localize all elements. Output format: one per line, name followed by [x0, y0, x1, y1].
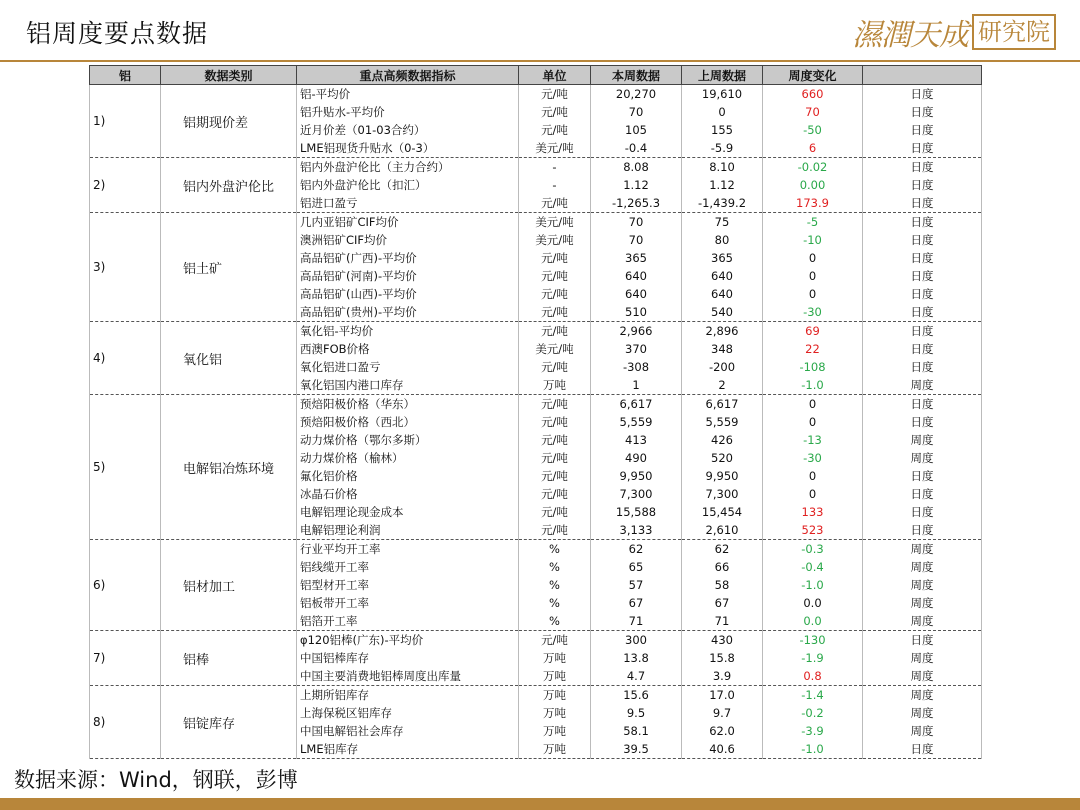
this-week-cell: 640 [591, 267, 682, 285]
table-row [90, 686, 982, 705]
indicator-cell: 铝型材开工率 [297, 576, 519, 594]
this-week-cell: 70 [591, 231, 682, 249]
frequency-cell: 周度 [863, 576, 982, 594]
indicator-cell: 铝线缆开工率 [297, 558, 519, 576]
frequency-cell: 日度 [863, 631, 982, 650]
last-week-cell: 540 [682, 303, 763, 322]
weekly-change-cell: -1.0 [763, 740, 863, 759]
this-week-cell: 67 [591, 594, 682, 612]
weekly-change-cell: -1.0 [763, 376, 863, 395]
this-week-cell: 70 [591, 213, 682, 232]
last-week-cell: 62 [682, 540, 763, 559]
this-week-cell: 62 [591, 540, 682, 559]
indicator-cell: 动力煤价格（榆林） [297, 449, 519, 467]
last-week-cell: -1,439.2 [682, 194, 763, 213]
last-week-cell: -200 [682, 358, 763, 376]
unit-cell: 元/吨 [519, 431, 591, 449]
indicator-cell: LME铝库存 [297, 740, 519, 759]
indicator-cell: 高品铝矿(贵州)-平均价 [297, 303, 519, 322]
frequency-cell: 日度 [863, 285, 982, 303]
frequency-cell: 日度 [863, 521, 982, 540]
weekly-change-cell: 0.0 [763, 612, 863, 631]
frequency-cell: 周度 [863, 686, 982, 705]
weekly-change-cell: 0 [763, 285, 863, 303]
indicator-cell: 氧化铝进口盈亏 [297, 358, 519, 376]
unit-cell: 美元/吨 [519, 340, 591, 358]
weekly-change-cell: 0.8 [763, 667, 863, 686]
this-week-cell: 510 [591, 303, 682, 322]
frequency-cell: 日度 [863, 103, 982, 121]
frequency-cell: 周度 [863, 594, 982, 612]
frequency-cell: 日度 [863, 267, 982, 285]
group-category: 铝棒 [161, 631, 297, 686]
table-row [90, 322, 982, 341]
last-week-cell: 80 [682, 231, 763, 249]
weekly-change-cell: 0 [763, 413, 863, 431]
frequency-cell: 日度 [863, 413, 982, 431]
this-week-cell: 1.12 [591, 176, 682, 194]
frequency-cell: 日度 [863, 395, 982, 414]
header-category: 数据类别 [161, 66, 297, 85]
group-number: 1) [90, 85, 161, 158]
unit-cell: 元/吨 [519, 194, 591, 213]
indicator-cell: LME铝现货升贴水（0-3） [297, 139, 519, 158]
last-week-cell: 0 [682, 103, 763, 121]
indicator-cell: 预焙阳极价格（西北） [297, 413, 519, 431]
last-week-cell: 520 [682, 449, 763, 467]
frequency-cell: 日度 [863, 213, 982, 232]
frequency-cell: 日度 [863, 503, 982, 521]
indicator-cell: 预焙阳极价格（华东） [297, 395, 519, 414]
indicator-cell: 高品铝矿(广西)-平均价 [297, 249, 519, 267]
group-number: 2) [90, 158, 161, 213]
frequency-cell: 日度 [863, 740, 982, 759]
unit-cell: 美元/吨 [519, 213, 591, 232]
last-week-cell: 2 [682, 376, 763, 395]
this-week-cell: 365 [591, 249, 682, 267]
table-row [90, 540, 982, 559]
header-last-week: 上周数据 [682, 66, 763, 85]
unit-cell: 元/吨 [519, 413, 591, 431]
indicator-cell: 近月价差（01-03合约） [297, 121, 519, 139]
indicator-cell: 氟化铝价格 [297, 467, 519, 485]
this-week-cell: 370 [591, 340, 682, 358]
this-week-cell: 490 [591, 449, 682, 467]
weekly-change-cell: 0 [763, 267, 863, 285]
last-week-cell: 5,559 [682, 413, 763, 431]
weekly-change-cell: 0.0 [763, 594, 863, 612]
last-week-cell: 17.0 [682, 686, 763, 705]
aluminum-weekly-table [89, 65, 982, 759]
weekly-change-cell: -108 [763, 358, 863, 376]
weekly-change-cell: -1.4 [763, 686, 863, 705]
indicator-cell: 上海保税区铝库存 [297, 704, 519, 722]
table-row [90, 85, 982, 104]
last-week-cell: 7,300 [682, 485, 763, 503]
weekly-change-cell: 133 [763, 503, 863, 521]
last-week-cell: 348 [682, 340, 763, 358]
unit-cell: 元/吨 [519, 103, 591, 121]
data-table-container [89, 65, 981, 759]
group-category: 氧化铝 [161, 322, 297, 395]
table-header-row [90, 66, 982, 85]
weekly-change-cell: 70 [763, 103, 863, 121]
weekly-change-cell: -0.3 [763, 540, 863, 559]
this-week-cell: 20,270 [591, 85, 682, 104]
title-divider [0, 60, 1080, 62]
group-number: 5) [90, 395, 161, 540]
unit-cell: 元/吨 [519, 358, 591, 376]
frequency-cell: 日度 [863, 485, 982, 503]
group-number: 4) [90, 322, 161, 395]
last-week-cell: 40.6 [682, 740, 763, 759]
frequency-cell: 日度 [863, 358, 982, 376]
last-week-cell: 6,617 [682, 395, 763, 414]
this-week-cell: 6,617 [591, 395, 682, 414]
last-week-cell: 9.7 [682, 704, 763, 722]
group-number: 6) [90, 540, 161, 631]
unit-cell: % [519, 576, 591, 594]
unit-cell: 元/吨 [519, 521, 591, 540]
frequency-cell: 日度 [863, 139, 982, 158]
data-source-note: 数据来源：Wind，钢联，彭博 [14, 768, 298, 792]
indicator-cell: 上期所铝库存 [297, 686, 519, 705]
frequency-cell: 周度 [863, 449, 982, 467]
this-week-cell: 57 [591, 576, 682, 594]
frequency-cell: 日度 [863, 194, 982, 213]
unit-cell: 万吨 [519, 740, 591, 759]
unit-cell: 万吨 [519, 704, 591, 722]
unit-cell: 元/吨 [519, 485, 591, 503]
last-week-cell: 19,610 [682, 85, 763, 104]
frequency-cell: 周度 [863, 431, 982, 449]
last-week-cell: 2,896 [682, 322, 763, 341]
frequency-cell: 周度 [863, 722, 982, 740]
last-week-cell: 155 [682, 121, 763, 139]
frequency-cell: 日度 [863, 121, 982, 139]
unit-cell: 元/吨 [519, 631, 591, 650]
weekly-change-cell: -50 [763, 121, 863, 139]
indicator-cell: 铝升贴水-平均价 [297, 103, 519, 121]
weekly-change-cell: -3.9 [763, 722, 863, 740]
frequency-cell: 日度 [863, 249, 982, 267]
unit-cell: 万吨 [519, 686, 591, 705]
header-this-week: 本周数据 [591, 66, 682, 85]
unit-cell: 万吨 [519, 722, 591, 740]
table-row [90, 395, 982, 414]
weekly-change-cell: 6 [763, 139, 863, 158]
this-week-cell: 15,588 [591, 503, 682, 521]
logo-box-text: 研究院 [972, 14, 1056, 50]
last-week-cell: -5.9 [682, 139, 763, 158]
this-week-cell: 9.5 [591, 704, 682, 722]
last-week-cell: 66 [682, 558, 763, 576]
frequency-cell: 周度 [863, 612, 982, 631]
weekly-change-cell: 660 [763, 85, 863, 104]
this-week-cell: 15.6 [591, 686, 682, 705]
indicator-cell: 电解铝理论利润 [297, 521, 519, 540]
last-week-cell: 15.8 [682, 649, 763, 667]
this-week-cell: -1,265.3 [591, 194, 682, 213]
frequency-cell: 日度 [863, 322, 982, 341]
indicator-cell: φ120铝棒(广东)-平均价 [297, 631, 519, 650]
frequency-cell: 周度 [863, 704, 982, 722]
unit-cell: % [519, 594, 591, 612]
last-week-cell: 3.9 [682, 667, 763, 686]
group-number: 8) [90, 686, 161, 759]
group-category: 铝土矿 [161, 213, 297, 322]
weekly-change-cell: -10 [763, 231, 863, 249]
bottom-accent-bar [0, 798, 1080, 810]
indicator-cell: 铝-平均价 [297, 85, 519, 104]
this-week-cell: 3,133 [591, 521, 682, 540]
indicator-cell: 中国主要消费地铝棒周度出库量 [297, 667, 519, 686]
group-category: 电解铝冶炼环境 [161, 395, 297, 540]
last-week-cell: 365 [682, 249, 763, 267]
indicator-cell: 中国铝棒库存 [297, 649, 519, 667]
unit-cell: 元/吨 [519, 395, 591, 414]
table-row [90, 213, 982, 232]
this-week-cell: 5,559 [591, 413, 682, 431]
unit-cell: 元/吨 [519, 322, 591, 341]
weekly-change-cell: -1.9 [763, 649, 863, 667]
this-week-cell: 71 [591, 612, 682, 631]
group-category: 铝期现价差 [161, 85, 297, 158]
last-week-cell: 9,950 [682, 467, 763, 485]
frequency-cell: 日度 [863, 340, 982, 358]
indicator-cell: 高品铝矿(河南)-平均价 [297, 267, 519, 285]
frequency-cell: 周度 [863, 540, 982, 559]
unit-cell: 万吨 [519, 667, 591, 686]
frequency-cell: 日度 [863, 231, 982, 249]
frequency-cell: 日度 [863, 303, 982, 322]
weekly-change-cell: 523 [763, 521, 863, 540]
last-week-cell: 62.0 [682, 722, 763, 740]
frequency-cell: 日度 [863, 467, 982, 485]
indicator-cell: 铝箔开工率 [297, 612, 519, 631]
last-week-cell: 640 [682, 267, 763, 285]
group-number: 3) [90, 213, 161, 322]
weekly-change-cell: -0.2 [763, 704, 863, 722]
last-week-cell: 75 [682, 213, 763, 232]
group-category: 铝材加工 [161, 540, 297, 631]
unit-cell: 美元/吨 [519, 231, 591, 249]
indicator-cell: 中国电解铝社会库存 [297, 722, 519, 740]
weekly-change-cell: 0 [763, 395, 863, 414]
this-week-cell: 58.1 [591, 722, 682, 740]
unit-cell: 元/吨 [519, 121, 591, 139]
unit-cell: 万吨 [519, 376, 591, 395]
indicator-cell: 冰晶石价格 [297, 485, 519, 503]
weekly-change-cell: 0 [763, 467, 863, 485]
this-week-cell: 8.08 [591, 158, 682, 177]
indicator-cell: 氧化铝-平均价 [297, 322, 519, 341]
header-aluminum: 铝 [90, 66, 161, 85]
indicator-cell: 高品铝矿(山西)-平均价 [297, 285, 519, 303]
indicator-cell: 行业平均开工率 [297, 540, 519, 559]
last-week-cell: 430 [682, 631, 763, 650]
unit-cell: % [519, 558, 591, 576]
weekly-change-cell: 69 [763, 322, 863, 341]
this-week-cell: 4.7 [591, 667, 682, 686]
indicator-cell: 氧化铝国内港口库存 [297, 376, 519, 395]
this-week-cell: 70 [591, 103, 682, 121]
company-logo [852, 12, 1056, 52]
page-title: 铝周度要点数据 [26, 19, 209, 48]
this-week-cell: 7,300 [591, 485, 682, 503]
table-row [90, 631, 982, 650]
frequency-cell: 日度 [863, 158, 982, 177]
indicator-cell: 铝内外盘沪伦比（扣汇） [297, 176, 519, 194]
unit-cell: 元/吨 [519, 249, 591, 267]
logo-script-text: 濕潤天成 [852, 18, 968, 53]
indicator-cell: 铝内外盘沪伦比（主力合约） [297, 158, 519, 177]
weekly-change-cell: -1.0 [763, 576, 863, 594]
weekly-change-cell: 22 [763, 340, 863, 358]
last-week-cell: 426 [682, 431, 763, 449]
unit-cell: - [519, 176, 591, 194]
this-week-cell: -308 [591, 358, 682, 376]
this-week-cell: 413 [591, 431, 682, 449]
weekly-change-cell: -5 [763, 213, 863, 232]
unit-cell: 元/吨 [519, 85, 591, 104]
indicator-cell: 澳洲铝矿CIF均价 [297, 231, 519, 249]
unit-cell: % [519, 612, 591, 631]
frequency-cell: 周度 [863, 558, 982, 576]
last-week-cell: 58 [682, 576, 763, 594]
this-week-cell: 640 [591, 285, 682, 303]
last-week-cell: 8.10 [682, 158, 763, 177]
weekly-change-cell: -0.4 [763, 558, 863, 576]
weekly-change-cell: -30 [763, 449, 863, 467]
this-week-cell: 1 [591, 376, 682, 395]
indicator-cell: 动力煤价格（鄂尔多斯） [297, 431, 519, 449]
group-category: 铝锭库存 [161, 686, 297, 759]
last-week-cell: 15,454 [682, 503, 763, 521]
frequency-cell: 日度 [863, 85, 982, 104]
weekly-change-cell: -13 [763, 431, 863, 449]
indicator-cell: 西澳FOB价格 [297, 340, 519, 358]
this-week-cell: 300 [591, 631, 682, 650]
unit-cell: 元/吨 [519, 285, 591, 303]
weekly-change-cell: -0.02 [763, 158, 863, 177]
indicator-cell: 铝进口盈亏 [297, 194, 519, 213]
weekly-change-cell: -30 [763, 303, 863, 322]
this-week-cell: 2,966 [591, 322, 682, 341]
weekly-change-cell: 0.00 [763, 176, 863, 194]
header-frequency [863, 66, 982, 85]
group-number: 7) [90, 631, 161, 686]
unit-cell: 万吨 [519, 649, 591, 667]
this-week-cell: 39.5 [591, 740, 682, 759]
last-week-cell: 67 [682, 594, 763, 612]
unit-cell: - [519, 158, 591, 177]
header-unit: 单位 [519, 66, 591, 85]
unit-cell: 元/吨 [519, 449, 591, 467]
unit-cell: % [519, 540, 591, 559]
this-week-cell: 105 [591, 121, 682, 139]
unit-cell: 元/吨 [519, 267, 591, 285]
group-category: 铝内外盘沪伦比 [161, 158, 297, 213]
header-weekly-change: 周度变化 [763, 66, 863, 85]
frequency-cell: 周度 [863, 376, 982, 395]
weekly-change-cell: 0 [763, 249, 863, 267]
this-week-cell: 9,950 [591, 467, 682, 485]
this-week-cell: -0.4 [591, 139, 682, 158]
weekly-change-cell: 173.9 [763, 194, 863, 213]
last-week-cell: 640 [682, 285, 763, 303]
unit-cell: 元/吨 [519, 303, 591, 322]
weekly-change-cell: 0 [763, 485, 863, 503]
indicator-cell: 几内亚铝矿CIF均价 [297, 213, 519, 232]
this-week-cell: 13.8 [591, 649, 682, 667]
unit-cell: 美元/吨 [519, 139, 591, 158]
unit-cell: 元/吨 [519, 467, 591, 485]
frequency-cell: 周度 [863, 649, 982, 667]
weekly-change-cell: -130 [763, 631, 863, 650]
last-week-cell: 2,610 [682, 521, 763, 540]
last-week-cell: 1.12 [682, 176, 763, 194]
frequency-cell: 周度 [863, 667, 982, 686]
frequency-cell: 日度 [863, 176, 982, 194]
last-week-cell: 71 [682, 612, 763, 631]
this-week-cell: 65 [591, 558, 682, 576]
unit-cell: 元/吨 [519, 503, 591, 521]
header-indicator: 重点高频数据指标 [297, 66, 519, 85]
table-row [90, 158, 982, 177]
indicator-cell: 电解铝理论现金成本 [297, 503, 519, 521]
indicator-cell: 铝板带开工率 [297, 594, 519, 612]
